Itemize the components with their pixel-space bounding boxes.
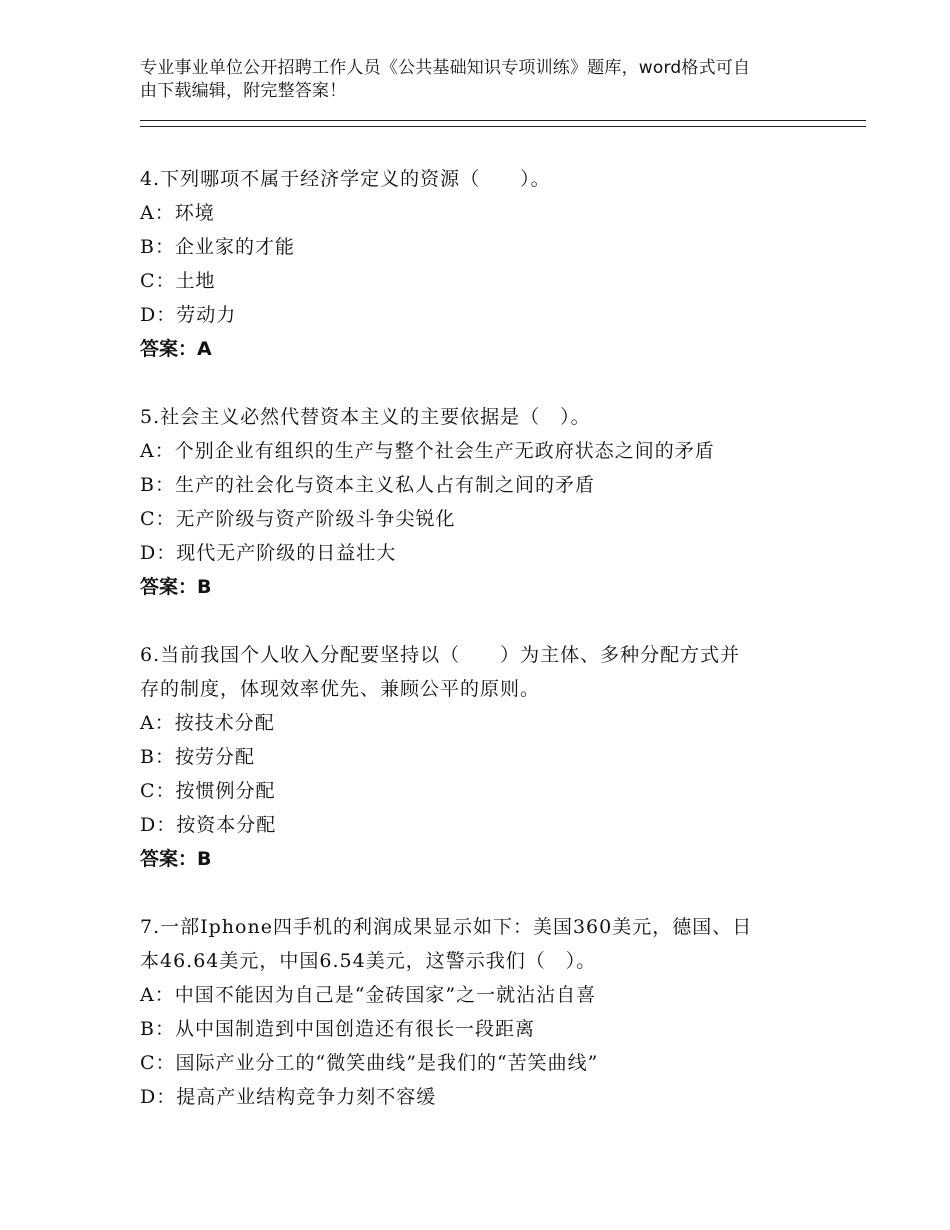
question-stem-line1: 7.一部Iphone四手机的利润成果显示如下：美国360美元，德国、日	[140, 916, 753, 938]
option-b: B：生产的社会化与资本主义私人占有制之间的矛盾	[140, 474, 595, 496]
answer-label: 答案：A	[140, 338, 212, 360]
option-a: A：按技术分配	[140, 712, 275, 734]
option-d: D：提高产业结构竞争力刻不容缓	[140, 1086, 437, 1108]
answer-label: 答案：B	[140, 848, 212, 870]
option-d: D：现代无产阶级的日益壮大	[140, 542, 397, 564]
answer-label: 答案：B	[140, 576, 212, 598]
option-b: B：按劳分配	[140, 746, 255, 768]
option-d: D：劳动力	[140, 304, 237, 326]
question-stem: 4.下列哪项不属于经济学定义的资源（ ）。	[140, 168, 551, 190]
option-a: A：环境	[140, 202, 215, 224]
question-stem-line2: 存的制度，体现效率优先、兼顾公平的原则。	[140, 678, 541, 700]
question-4	[140, 162, 830, 366]
question-6	[140, 638, 830, 876]
header-title-line1: 专业事业单位公开招聘工作人员《公共基础知识专项训练》题库，word格式可自	[140, 58, 751, 78]
option-c: C：无产阶级与资产阶级斗争尖锐化	[140, 508, 456, 530]
option-c: C：按惯例分配	[140, 780, 276, 802]
header-divider	[140, 120, 866, 127]
option-b: B：企业家的才能	[140, 236, 295, 258]
question-list	[140, 162, 830, 1148]
page-header	[140, 57, 820, 103]
question-stem: 5.社会主义必然代替资本主义的主要依据是（ ）。	[140, 406, 591, 428]
question-5	[140, 400, 830, 604]
option-d: D：按资本分配	[140, 814, 277, 836]
option-a: A：个别企业有组织的生产与整个社会生产无政府状态之间的矛盾	[140, 440, 715, 462]
question-7	[140, 910, 830, 1114]
question-stem-line2: 本46.64美元，中国6.54美元，这警示我们（ ）。	[140, 950, 597, 972]
option-c: C：土地	[140, 270, 216, 292]
option-b: B：从中国制造到中国创造还有很长一段距离	[140, 1018, 535, 1040]
question-stem-line1: 6.当前我国个人收入分配要坚持以（ ）为主体、多种分配方式并	[140, 644, 741, 666]
option-a: A：中国不能因为自己是“金砖国家”之一就沾沾自喜	[140, 984, 597, 1006]
option-c: C：国际产业分工的“微笑曲线”是我们的“苦笑曲线”	[140, 1052, 599, 1074]
header-title-line2: 由下载编辑，附完整答案！	[140, 81, 347, 101]
